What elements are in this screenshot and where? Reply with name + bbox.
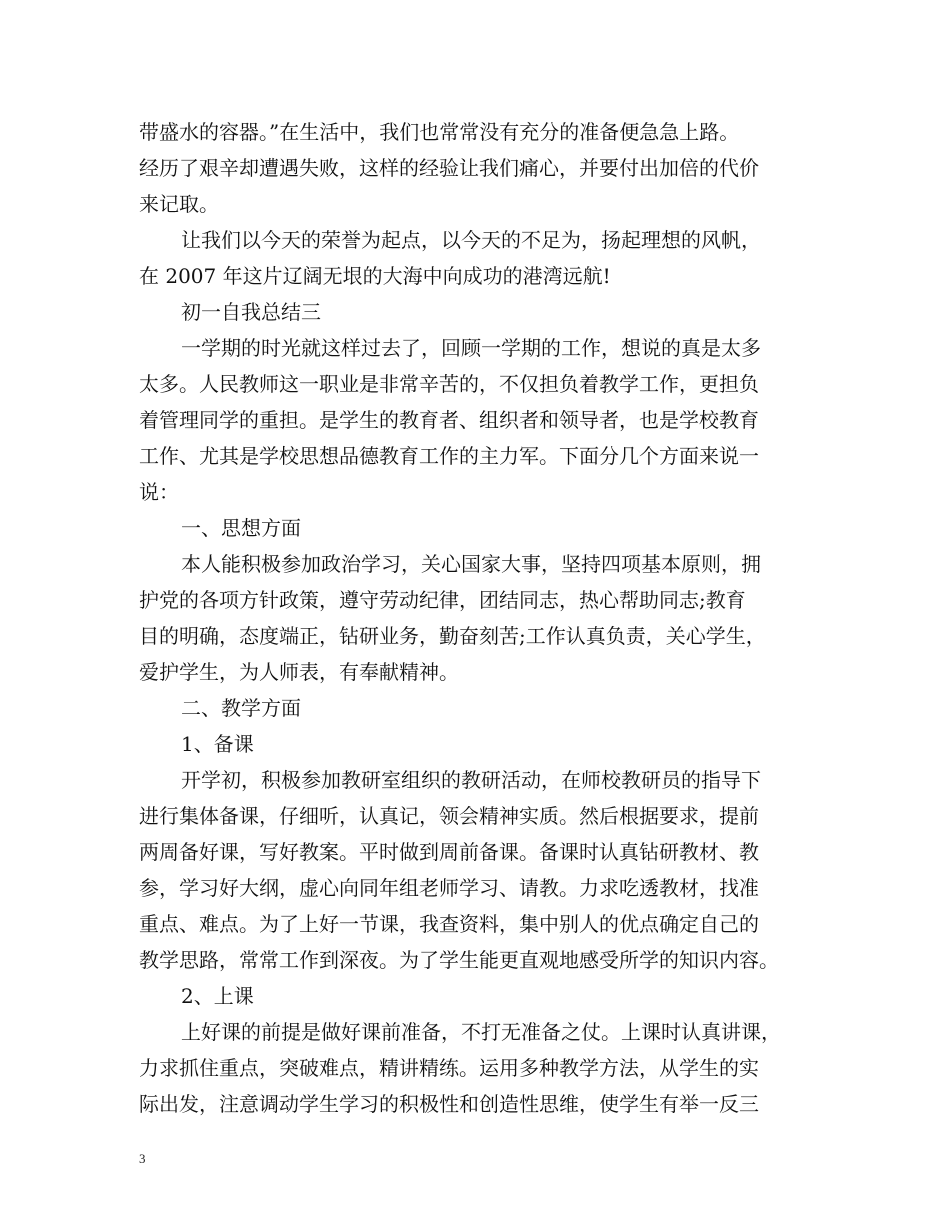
text-line: 教学思路，常常工作到深夜。为了学生能更直观地感受所学的知识内容。	[139, 948, 779, 972]
section-heading: 二、教学方面	[181, 696, 301, 720]
text-line: 说：	[139, 480, 179, 504]
section-heading: 初一自我总结三	[181, 300, 321, 324]
text-line: 经历了艰辛却遭遇失败，这样的经验让我们痛心，并要付出加倍的代价	[139, 156, 759, 180]
subsection-heading: 2、上课	[181, 984, 254, 1008]
text-line: 开学初，积极参加教研室组织的教研活动，在师校教研员的指导下	[181, 768, 761, 792]
text-line: 目的明确，态度端正，钻研业务，勤奋刻苦;工作认真负责，关心学生，	[139, 624, 766, 648]
text-line: 着管理同学的重担。是学生的教育者、组织者和领导者，也是学校教育	[139, 408, 759, 432]
page-number: 3	[139, 1151, 146, 1166]
text-line: 本人能积极参加政治学习，关心国家大事，坚持四项基本原则，拥	[181, 552, 761, 576]
text-line: 重点、难点。为了上好一节课，我查资料，集中别人的优点确定自己的	[139, 912, 759, 936]
text-line: 力求抓住重点，突破难点，精讲精练。运用多种教学方法，从学生的实	[139, 1056, 759, 1080]
text-line: 进行集体备课，仔细听，认真记，领会精神实质。然后根据要求，提前	[139, 804, 759, 828]
section-heading: 一、思想方面	[181, 516, 301, 540]
text-line: 爱护学生，为人师表，有奉献精神。	[139, 660, 459, 684]
text-line: 际出发，注意调动学生学习的积极性和创造性思维，使学生有举一反三	[139, 1092, 759, 1116]
text-line: 来记取。	[139, 192, 219, 216]
text-line: 两周备好课，写好教案。平时做到周前备课。备课时认真钻研教材、教	[139, 840, 759, 864]
text-line: 带盛水的容器。”在生活中，我们也常常没有充分的准备便急急上路。	[139, 120, 740, 144]
text-line: 上好课的前提是做好课前准备，不打无准备之仗。上课时认真讲课，	[181, 1020, 781, 1044]
subsection-heading: 1、备课	[181, 732, 254, 756]
text-line: 工作、尤其是学校思想品德教育工作的主力军。下面分几个方面来说一	[139, 444, 759, 468]
text-line: 太多。人民教师这一职业是非常辛苦的，不仅担负着教学工作，更担负	[139, 372, 759, 396]
text-line: 在 2007 年这片辽阔无垠的大海中向成功的港湾远航!	[139, 264, 611, 288]
text-line: 一学期的时光就这样过去了，回顾一学期的工作，想说的真是太多	[181, 336, 761, 360]
text-line: 让我们以今天的荣誉为起点，以今天的不足为，扬起理想的风帆，	[181, 228, 761, 252]
text-line: 护党的各项方针政策，遵守劳动纪律，团结同志，热心帮助同志;教育	[139, 588, 746, 612]
text-line: 参，学习好大纲，虚心向同年组老师学习、请教。力求吃透教材，找准	[139, 876, 759, 900]
